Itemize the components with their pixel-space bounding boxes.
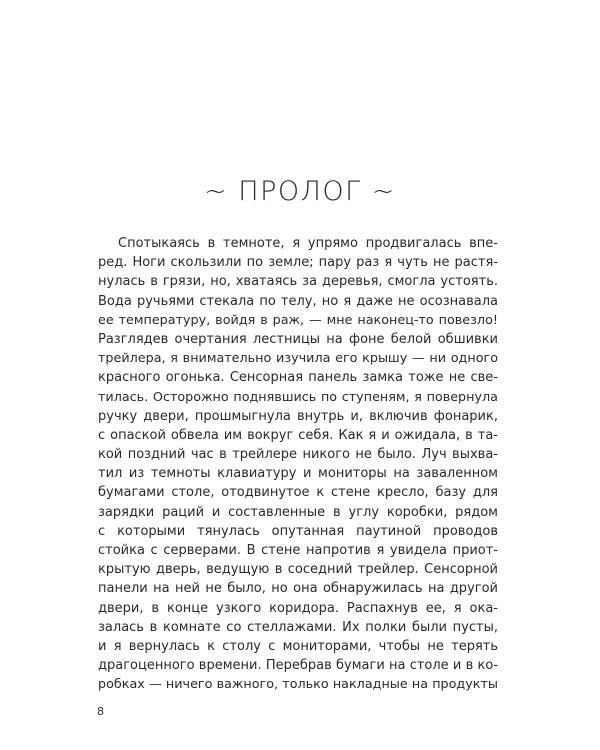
body-text [98,234,498,695]
text-line: панели на ней не было, но она обнаружилась на другой [98,581,498,597]
text-line: зарядки раций и составленные в углу коробки, рядом [98,504,498,520]
text-line: залась в комнате со стеллажами. Их полки были пусты, [98,619,498,635]
text-line: красного огонька. Сенсорная панель замка тоже не све- [98,370,498,386]
text-line: стойка с серверами. В стене напротив я увидела приот- [98,543,498,558]
text-line: с опаской обвела им вокруг себя. Как я и ожидала, в та- [98,427,498,443]
text-line: робках — ничего важного, только накладные на продукты [98,677,498,693]
text-line: ее температуру, войдя в раж, — мне наконец-то повезло! [98,312,498,328]
text-line: ред. Ноги скользили по земле; пару раз я чуть не растя- [98,255,498,271]
text-line: тил из темноты клавиатуру и мониторы на заваленном [98,466,498,482]
text-line: драгоценного времени. Перебрав бумаги на столе и в ко- [98,658,498,674]
text-line: кой поздний час в трейлере никого не было. Луч выхва- [98,447,498,463]
text-line: двери, в конце узкого коридора. Распахнув ее, я ока- [98,600,498,616]
text-line: нулась в грязи, но, хватаясь за деревья, смогла устоять. [98,274,498,290]
text-line: тилась. Осторожно поднявшись по ступеням, я повернула [98,389,498,405]
text-line: крытую дверь, ведущую в соседний трейлер. Сенсорной [98,562,498,578]
text-line: с которыми тянулась опутанная паутиной проводов [98,523,498,539]
text-line: Спотыкаясь в темноте, я упрямо продвигалась впе- [118,236,498,251]
page-number: 8 [97,705,104,718]
chapter-title: ~ ПРОЛОГ ~ [204,176,396,207]
text-line: Вода ручьями стекала по телу, но я даже не осознавала [98,293,498,309]
text-line: Разглядев очертания лестницы на фоне белой обшивки [98,331,498,347]
text-line: и я вернулась к столу с мониторами, чтобы не терять [98,638,498,654]
text-line: бумагами столе, отодвинутое к стене кресло, базу для [98,485,498,501]
text-line: ручку двери, прошмыгнула внутрь и, включив фонарик, [98,408,498,424]
text-line: трейлера, я внимательно изучила его крышу — ни одного [98,351,498,367]
